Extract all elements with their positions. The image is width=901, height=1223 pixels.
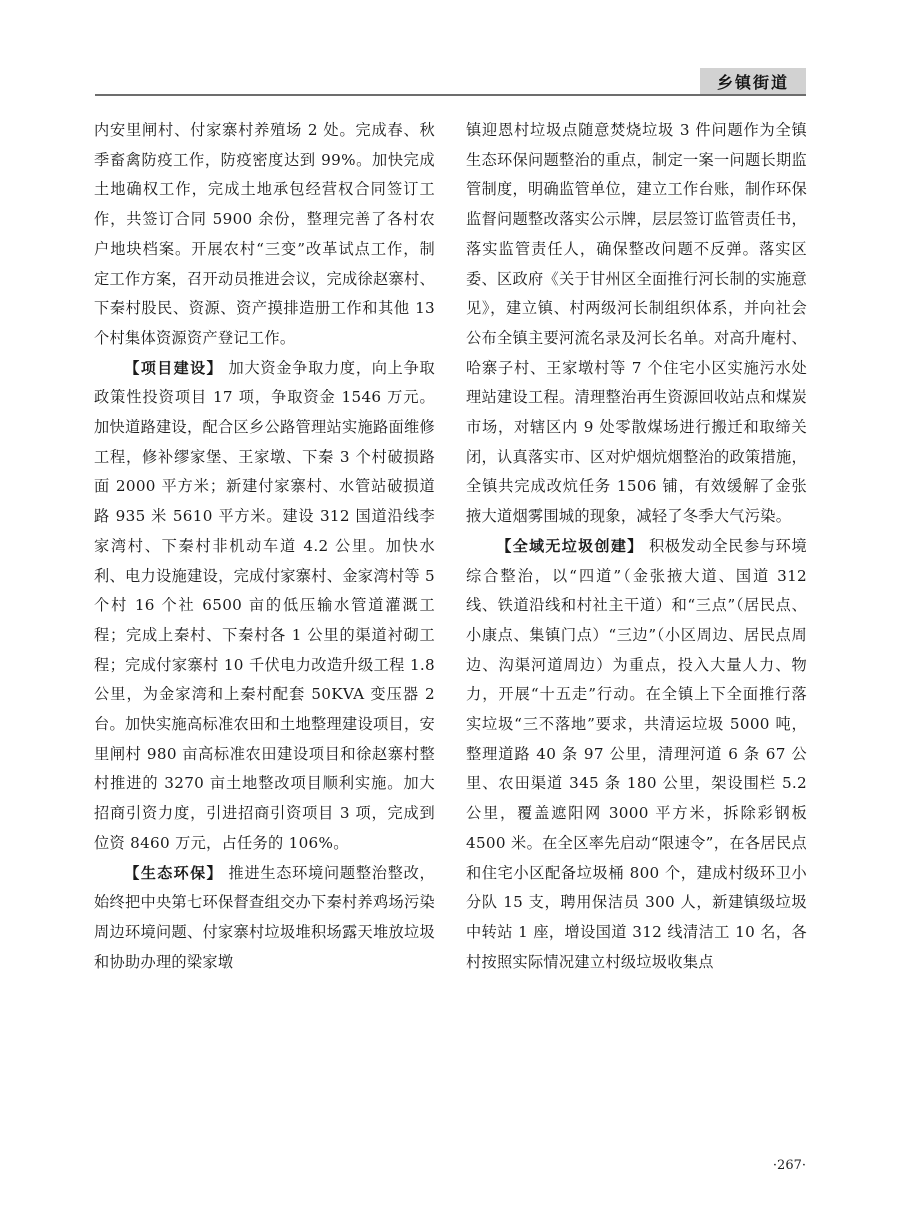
right-column — [466, 116, 807, 977]
left-column — [94, 116, 435, 977]
paragraph-no-garbage — [466, 532, 807, 978]
paragraph-body: 加大资金争取力度，向上争取政策性投资项目 17 项，争取资金 1546 万元。加快道路建设，配合区乡公路管理站实施路面维修工程，修补缪家堡、王家墩、下秦 3 个村破损路面 2000 平方米；新建付家寨村、水管站破损道路 935 米 5610 平方米。建设 312 国道沿线李家湾村、下秦村非机动车道 4.2 公里。加快水利、电力设施建设，完成付家寨村、金家湾村等 5 个村 16 个社 6500 亩的低压输水管道灌溉工程；完成上秦村、下秦村各 1 公里的渠道衬砌工程；完成付家寨村 10 千伏电力改造升级工程 1.8 公里，为金家湾和上秦村配套 50KVA 变压器 2 台。加快实施高标准农田和土地整理建设项目，安里闸村 980 亩高标准农田建设项目和徐赵寨村整村推进的 3270 亩土地整改项目顺利实施。加大招商引资力度，引进招商引资项目 3 项，完成到位资 8460 万元，占任务的 106%。 — [94, 358, 435, 852]
section-heading-ecology: 【生态环保】 — [124, 863, 223, 882]
section-heading-project-construction: 【项目建设】 — [124, 358, 223, 377]
page-number: ·267· — [772, 1158, 806, 1173]
paragraph-ecology — [94, 859, 435, 978]
paragraph-project-construction — [94, 354, 435, 859]
paragraph-continued: 内安里闸村、付家寨村养殖场 2 处。完成春、秋季畜禽防疫工作，防疫密度达到 99%。加快完成土地确权工作，完成土地承包经营权合同签订工作，共签订合同 5900 余份，整理完善了各村农户地块档案。开展农村“三变”改革试点工作，制定工作方案，召开动员推进会议，完成徐赵寨村、下秦村股民、资源、资产摸排造册工作和其他 13 个村集体资源资产登记工作。 — [94, 121, 435, 347]
paragraph-body: 推进生态环境问题整治整改，始终把中央第七环保督查组交办下秦村养鸡场污染周边环境问题、付家寨村垃圾堆积场露天堆放垃圾和协助办理的梁家墩 — [94, 863, 435, 971]
header-rule — [95, 94, 806, 96]
paragraph-body: 积极发动全民参与环境综合整治，以“四道”（金张掖大道、国道 312 线、铁道沿线和村社主干道）和“三点”（居民点、小康点、集镇门点）“三边”（小区周边、居民点周边、沟渠河道周边）为重点，投入大量人力、物力，开展“十五走”行动。在全镇上下全面推行落实垃圾“三不落地”要求，共清运垃圾 5000 吨，整理道路 40 条 97 公里，清理河道 6 条 67 公里、农田渠道 345 条 180 公里，架设围栏 5.2 公里，覆盖遮阳网 3000 平方米，拆除彩钢板 4500 米。在全区率先启动“限速令”，在各居民点和住宅小区配备垃圾桶 800 个，建成村级环卫小分队 15 支，聘用保洁员 300 人，新建镇级垃圾中转站 1 座，增设国道 312 线清洁工 10 名，各村按照实际情况建立村级垃圾收集点 — [466, 536, 807, 971]
section-heading-no-garbage: 【全域无垃圾创建】 — [496, 536, 644, 555]
paragraph-continued: 镇迎恩村垃圾点随意焚烧垃圾 3 件问题作为全镇生态环保问题整治的重点，制定一案一问题长期监管制度，明确监管单位，建立工作台账，制作环保监督问题整改落实公示牌，层层签订监管责任书，落实监管责任人，确保整改问题不反弹。落实区委、区政府《关于甘州区全面推行河长制的实施意见》，建立镇、村两级河长制组织体系，并向社会公布全镇主要河流名录及河长名单。对高升庵村、哈寨子村、王家墩村等 7 个住宅小区实施污水处理站建设工程。清理整治再生资源回收站点和煤炭市场，对辖区内 9 处零散煤场进行搬迁和取缔关闭，认真落实市、区对炉烟炕烟整治的政策措施，全镇共完成改炕任务 1506 铺，有效缓解了金张掖大道烟雾围城的现象，减轻了冬季大气污染。 — [466, 121, 807, 526]
section-title: 乡镇街道 — [700, 68, 806, 95]
